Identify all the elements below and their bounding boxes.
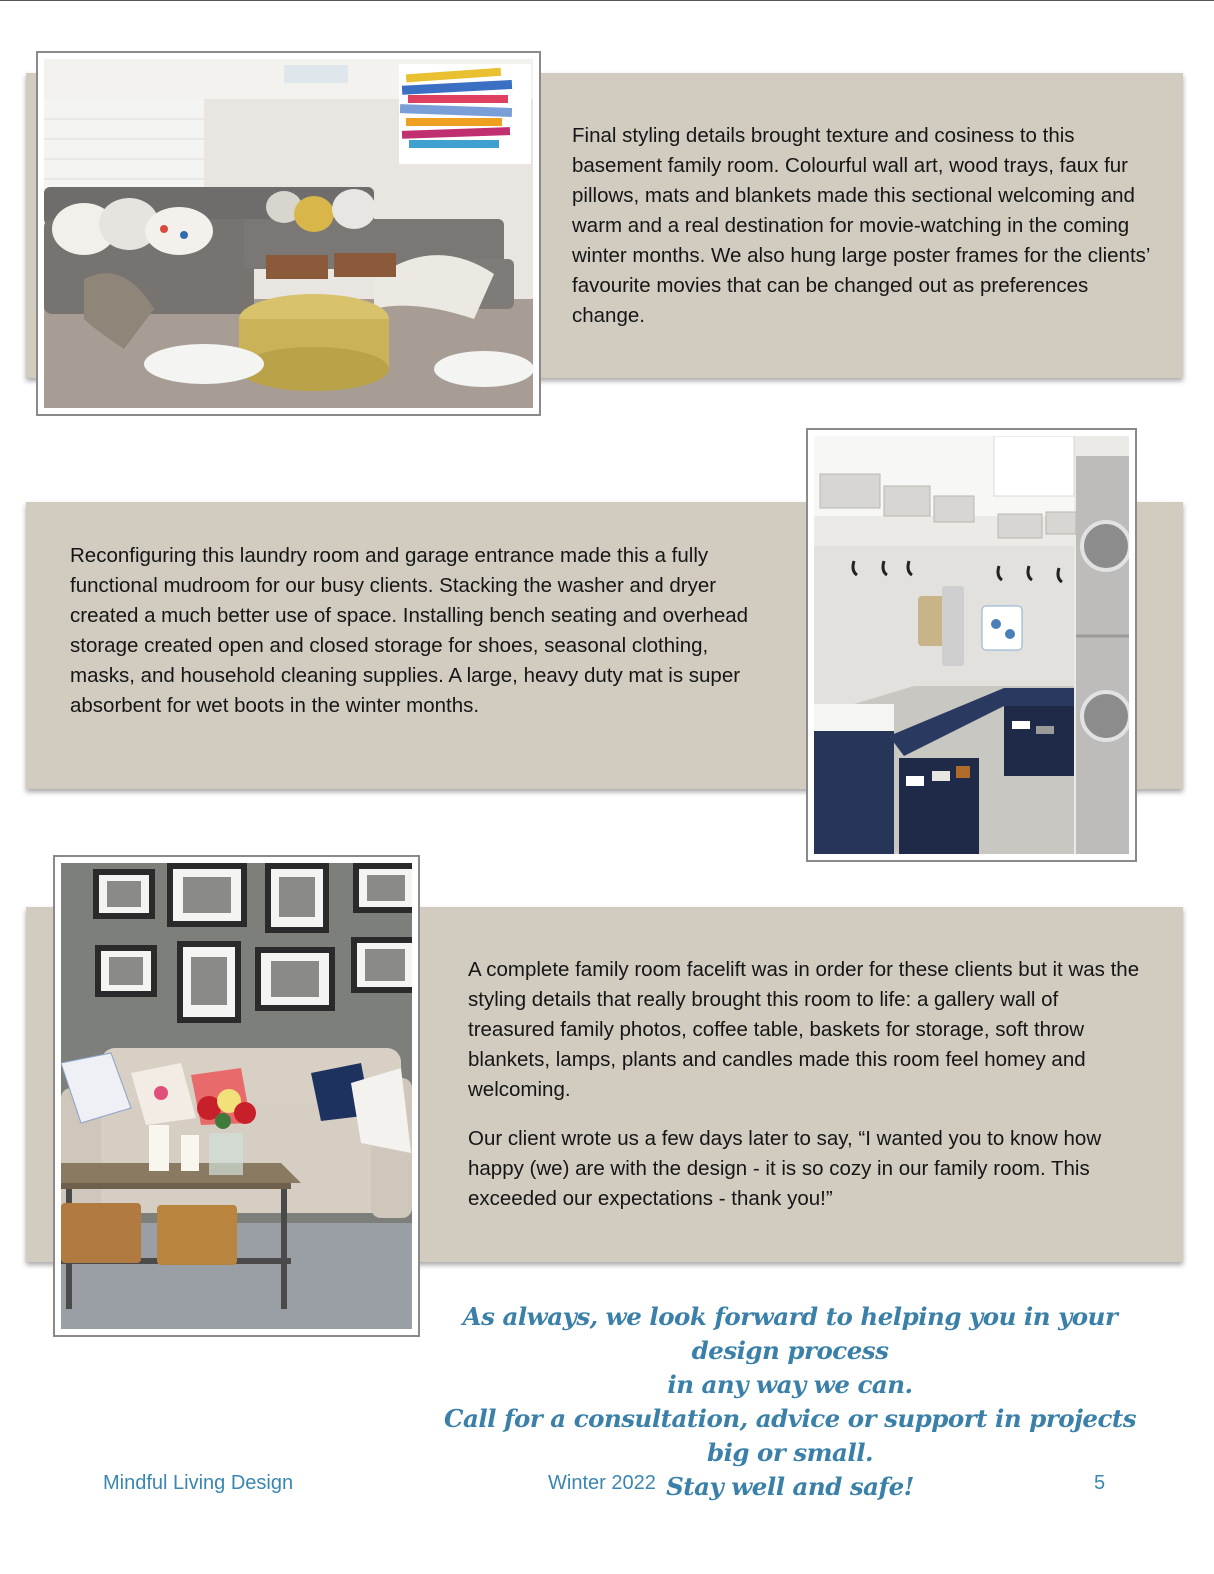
section-1-paragraph: Final styling details brought texture and cosiness to this basement family room. Colourful wall art, wood trays, faux fur pillows, mats and blankets made this sectional welcoming and warm and a real destination for movie-watching in the coming winter months. We also hung large poster frames for the clients’ favourite movies that can be changed out as preferences change. <box>572 124 1150 327</box>
closing-line-4: Stay well and safe! <box>666 1472 914 1501</box>
top-rule <box>0 0 1214 1</box>
footer-company-name: Mindful Living Design <box>103 1472 294 1494</box>
footer-issue: Winter 2022 <box>548 1472 656 1494</box>
section-3-paragraph-2: Our client wrote us a few days later to say, “I wanted you to know how happy (we) are with the design - it is so cozy in our family room. This exceeded our expectations - thank you!” <box>468 1127 1102 1210</box>
closing-line-1: As always, we look forward to helping you in your design process <box>462 1302 1118 1365</box>
basement-family-room-photo <box>36 51 541 416</box>
basement-family-room-image <box>44 59 533 408</box>
footer-page-number: 5 <box>1094 1472 1106 1494</box>
closing-line-2: in any way we can. <box>667 1370 913 1399</box>
family-room-gallery-image <box>61 863 412 1329</box>
closing-line-3: Call for a consultation, advice or support in projects big or small. <box>443 1404 1137 1467</box>
section-3-paragraph-1: A complete family room facelift was in order for these clients but it was the styling details that really brought this room to life: a gallery wall of treasured family photos, coffee table, baskets for storage, soft throw blankets, lamps, plants and candles made this room feel homey and welcoming. <box>468 958 1140 1101</box>
closing-message <box>440 1300 1140 1504</box>
mudroom-photo <box>806 428 1137 862</box>
section-2-paragraph: Reconfiguring this laundry room and garage entrance made this a fully functional mudroom for our busy clients. Stacking the washer and dryer created a much better use of space. Installing bench seating and overhead storage created open and closed storage for shoes, seasonal clothing, masks, and household cleaning supplies. A large, heavy duty mat is super absorbent for wet boots in the winter months. <box>70 544 749 717</box>
family-room-gallery-photo <box>53 855 420 1337</box>
mudroom-image <box>814 436 1129 854</box>
